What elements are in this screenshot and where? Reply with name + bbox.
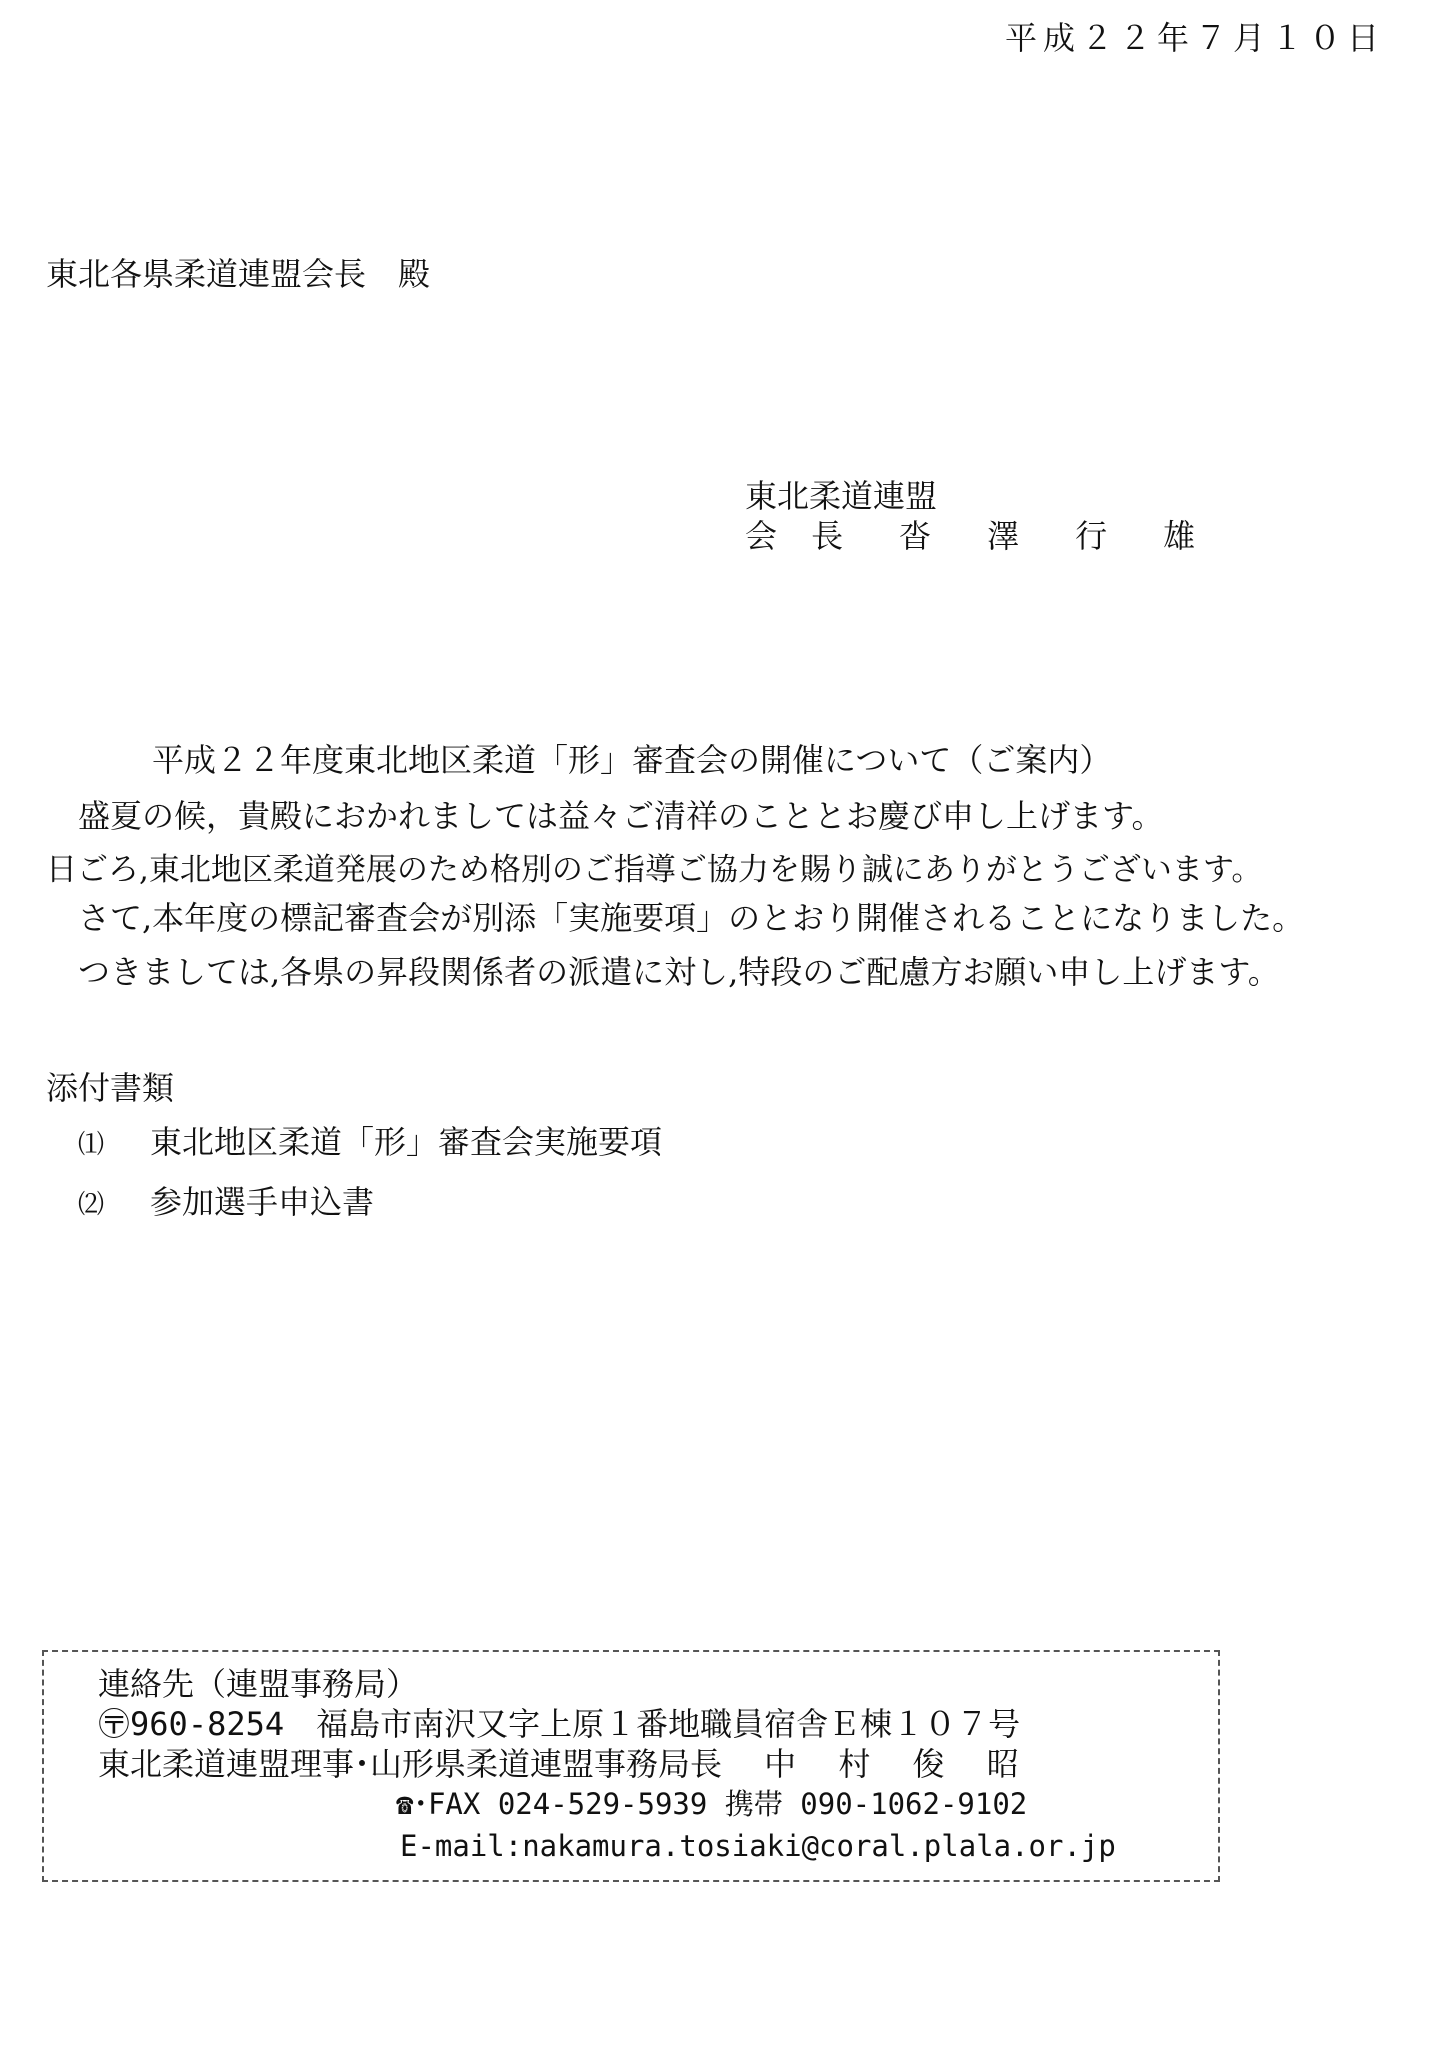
- attachment-item-2: [78, 1182, 374, 1225]
- mobile-label: 携帯: [724, 1787, 783, 1821]
- body-paragraph-2: 日ごろ,東北地区柔道発展のため格別のご指導ご協力を賜り誠にありがとうございます。: [46, 852, 1263, 888]
- mobile-number: 090-1062-9102: [800, 1787, 1028, 1821]
- contact-address-line: [98, 1704, 1020, 1744]
- contact-phone-line: [396, 1784, 1027, 1824]
- contact-email-line: [400, 1826, 1116, 1866]
- attachment-label: 参加選手申込書: [150, 1183, 375, 1221]
- body-paragraph-4: つきましては,各県の昇段関係者の派遣に対し,特段のご配慮方お願い申し上げます。: [78, 953, 1280, 991]
- contact-title-name: 東北柔道連盟理事･山形県柔道連盟事務局長 中 村 俊 昭: [98, 1745, 1019, 1783]
- attachments-title: 添付書類: [46, 1069, 175, 1107]
- attachment-item-1: [78, 1122, 662, 1165]
- contact-box: [42, 1650, 1220, 1882]
- addressee: 東北各県柔道連盟会長 殿: [46, 255, 431, 293]
- sender-name: 会 長 沓 澤 行 雄: [745, 517, 1208, 555]
- letter-date: 平成２２年７月１０日: [1004, 19, 1385, 57]
- attachment-number: ⑴: [78, 1130, 105, 1160]
- contact-address: 福島市南沢又字上原１番地職員宿舎Ｅ棟１０７号: [316, 1705, 1021, 1743]
- postal-mark-icon: 〶: [98, 1705, 131, 1743]
- body-paragraph-1: 盛夏の候，貴殿におかれましては益々ご清祥のこととお慶び申し上げます。: [78, 797, 1164, 835]
- phone-fax-number: 024-529-5939: [497, 1787, 708, 1821]
- email-address[interactable]: nakamura.tosiaki@coral.plala.or.jp: [522, 1829, 1116, 1863]
- attachment-label: 東北地区柔道「形」審査会実施要項: [150, 1123, 663, 1161]
- contact-heading: 連絡先（連盟事務局）: [98, 1665, 419, 1703]
- phone-icon: ☎: [396, 1787, 414, 1821]
- sender-organization: 東北柔道連盟: [745, 477, 938, 515]
- postal-code: 960-8254: [130, 1705, 285, 1743]
- body-paragraph-3: さて,本年度の標記審査会が別添「実施要項」のとおり開催されることになりました。: [78, 899, 1305, 937]
- phone-fax-label: ･FAX: [413, 1787, 481, 1821]
- attachment-number: ⑵: [78, 1190, 105, 1220]
- email-label: E-mail:: [400, 1829, 523, 1863]
- letter-subject: 平成２２年度東北地区柔道「形」審査会の開催について（ご案内）: [152, 741, 1112, 779]
